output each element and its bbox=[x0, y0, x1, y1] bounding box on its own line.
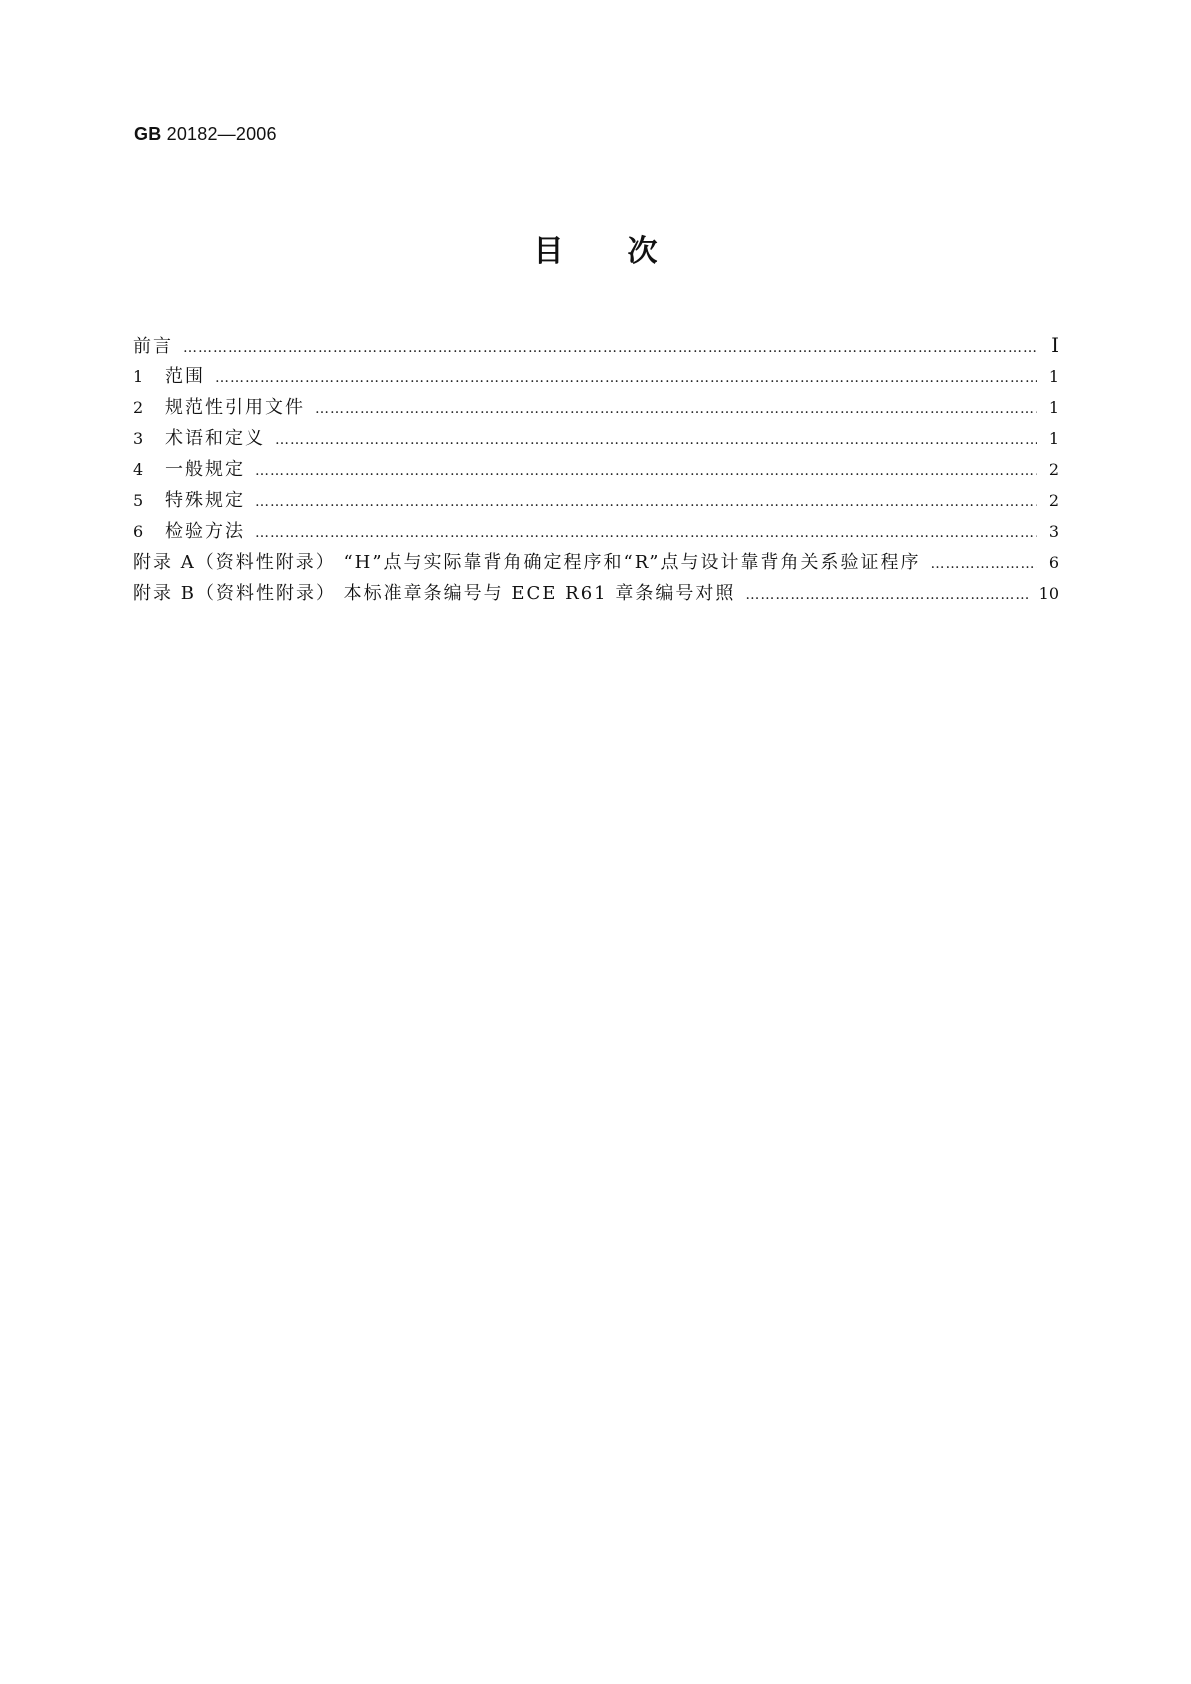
toc-dot-leader bbox=[745, 580, 1028, 611]
toc-entry-3[interactable] bbox=[133, 423, 1059, 454]
toc-entry-appendix-a[interactable] bbox=[133, 547, 1059, 578]
toc-entry-label: 前言 bbox=[133, 336, 173, 357]
toc-entry-label: 附录 B（资料性附录） 本标准章条编号与 ECE R61 章条编号对照 bbox=[133, 583, 736, 604]
toc-entry-number: 2 bbox=[133, 398, 144, 417]
document-code-number: 20182—2006 bbox=[161, 124, 277, 144]
toc-entry-page: 1 bbox=[1048, 429, 1059, 448]
toc-entry-1[interactable] bbox=[133, 361, 1059, 392]
toc-entry-number: 1 bbox=[133, 367, 144, 386]
toc-entry-6[interactable] bbox=[133, 516, 1059, 547]
toc-dot-leader bbox=[255, 456, 1037, 487]
toc-entry-foreword[interactable] bbox=[133, 330, 1059, 361]
toc-entry-number: 6 bbox=[133, 522, 144, 541]
toc-dot-leader bbox=[931, 549, 1037, 580]
toc-entry-page: 3 bbox=[1048, 522, 1059, 541]
toc-entry-label: 规范性引用文件 bbox=[165, 397, 305, 418]
toc-entry-5[interactable] bbox=[133, 485, 1059, 516]
toc-dot-leader bbox=[315, 394, 1037, 425]
table-of-contents bbox=[133, 330, 1059, 609]
toc-entry-page: 1 bbox=[1048, 367, 1059, 386]
toc-entry-label: 特殊规定 bbox=[165, 490, 245, 511]
toc-entry-4[interactable] bbox=[133, 454, 1059, 485]
toc-entry-page: 10 bbox=[1038, 584, 1059, 603]
toc-entry-page: 2 bbox=[1048, 491, 1059, 510]
toc-dot-leader bbox=[255, 487, 1037, 518]
document-code bbox=[134, 124, 277, 145]
toc-entry-number: 5 bbox=[133, 491, 144, 510]
toc-dot-leader bbox=[215, 363, 1037, 394]
toc-entry-page: I bbox=[1051, 333, 1059, 357]
toc-dot-leader bbox=[183, 333, 1037, 364]
toc-entry-page: 1 bbox=[1048, 398, 1059, 417]
toc-entry-label: 附录 A（资料性附录） “H”点与实际靠背角确定程序和“R”点与设计靠背角关系验证程序 bbox=[133, 552, 921, 573]
toc-entry-number: 3 bbox=[133, 429, 144, 448]
document-code-prefix: GB bbox=[134, 124, 162, 144]
toc-dot-leader bbox=[255, 518, 1037, 549]
toc-entry-page: 2 bbox=[1048, 460, 1059, 479]
toc-entry-label: 一般规定 bbox=[165, 459, 245, 480]
toc-entry-label: 术语和定义 bbox=[165, 428, 265, 449]
toc-entry-page: 6 bbox=[1048, 553, 1059, 572]
toc-entry-number: 4 bbox=[133, 460, 144, 479]
toc-entry-appendix-b[interactable] bbox=[133, 578, 1059, 609]
toc-entry-label: 范围 bbox=[165, 366, 205, 387]
toc-entry-2[interactable] bbox=[133, 392, 1059, 423]
page-title: 目次 bbox=[533, 234, 722, 269]
toc-dot-leader bbox=[275, 425, 1037, 456]
toc-entry-label: 检验方法 bbox=[165, 521, 245, 542]
